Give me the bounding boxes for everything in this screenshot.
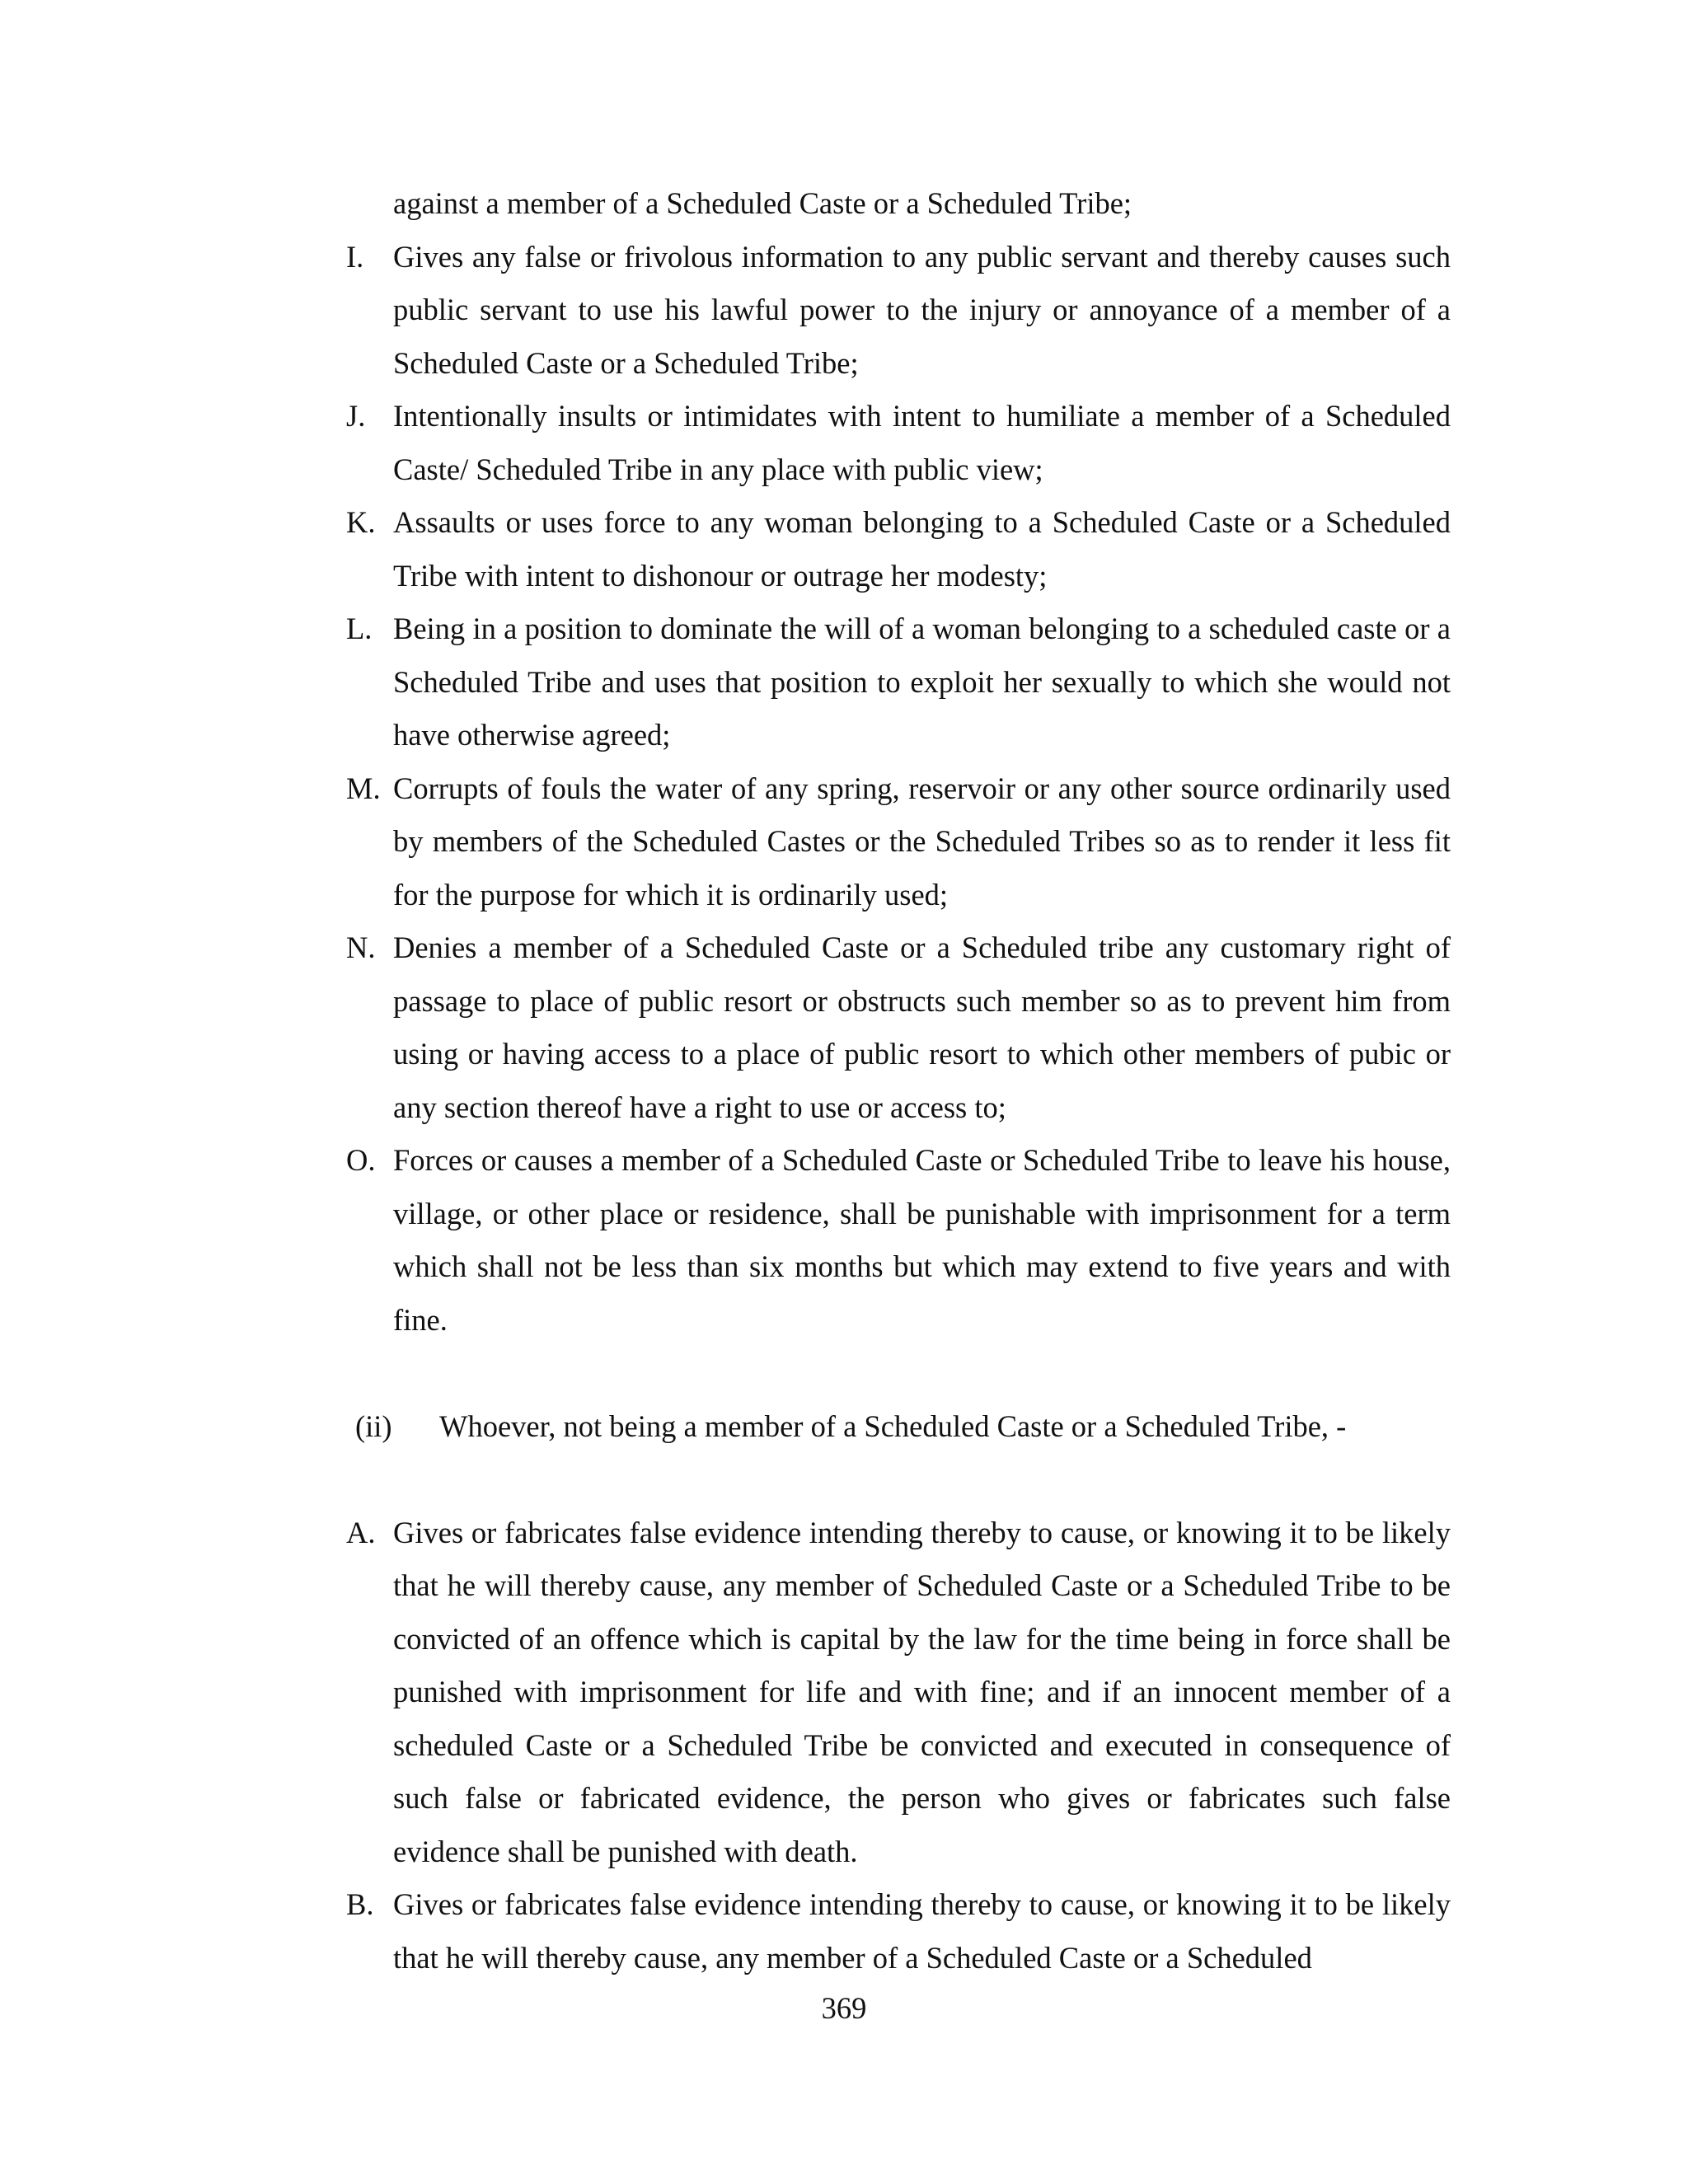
item-text: Gives any false or frivolous information to any public servant and thereby causes such public servant to use his lawful power to the injury or annoyance of a member of a Scheduled Caste or a Scheduled Tribe;: [393, 239, 1451, 380]
list-item: [346, 1507, 1451, 1879]
list-item: [346, 602, 1451, 762]
subsection-text: Whoever, not being a member of a Scheduled Caste or a Scheduled Tribe, -: [439, 1408, 1347, 1443]
list-item: [346, 231, 1451, 391]
item-text: Assaults or uses force to any woman belonging to a Scheduled Caste or a Scheduled Tribe with intent to dishonour or outrage her modesty;: [393, 505, 1451, 593]
item-text: Corrupts of fouls the water of any spring, reservoir or any other source ordinarily used by members of the Scheduled Castes or the Scheduled Tribes so as to render it less fit for the purpose for which it is ordinarily used;: [393, 771, 1451, 912]
item-text: Gives or fabricates false evidence intending thereby to cause, or knowing it to be likely that he will thereby cause, any member of Scheduled Caste or a Scheduled Tribe to be convicted of an offence which is capital by the law for the time being in force shall be punished with imprisonment for life and with fine; and if an innocent member of a scheduled Caste or a Scheduled Tribe be convicted and executed in consequence of such false or fabricated evidence, the person who gives or fabricates such false evidence shall be punished with death.: [393, 1515, 1451, 1868]
list-item: [346, 921, 1451, 1134]
item-text: Forces or causes a member of a Scheduled Caste or Scheduled Tribe to leave his house, village, or other place or residence, shall be punishable with imprisonment for a term which shall not be less than six months but which may extend to five years and with fine.: [393, 1143, 1451, 1337]
item-text: Intentionally insults or intimidates with intent to humiliate a member of a Scheduled Caste/ Scheduled Tribe in any place with public view;: [393, 399, 1451, 486]
item-text: Being in a position to dominate the will of a woman belonging to a scheduled caste or a Scheduled Tribe and uses that position to exploit her sexually to which she would not have otherwise agreed;: [393, 612, 1451, 752]
list-item: [346, 1878, 1451, 1985]
continuation-text: against a member of a Scheduled Caste or a Scheduled Tribe;: [393, 186, 1132, 220]
document-body: [346, 177, 1451, 1985]
subsection-number: (ii): [355, 1408, 392, 1443]
list-item: [346, 390, 1451, 496]
list-item: [346, 496, 1451, 602]
clause-list-part1: [346, 231, 1451, 1347]
page-number: 369: [821, 1991, 867, 2025]
item-letter: A.: [346, 1515, 376, 1549]
list-item: [346, 1134, 1451, 1347]
item-letter: O.: [346, 1143, 376, 1177]
item-text: Gives or fabricates false evidence intending thereby to cause, or knowing it to be likely that he will thereby cause, any member of a Scheduled Caste or a Scheduled: [393, 1887, 1451, 1975]
item-letter: M.: [346, 771, 381, 805]
list-item: [346, 762, 1451, 922]
item-text: Denies a member of a Scheduled Caste or a Scheduled tribe any customary right of passage to place of public resort or obstructs such member so as to prevent him from using or having access to a place of public resort to which other members of pubic or any section thereof have a right to use or access to;: [393, 930, 1451, 1124]
item-letter: K.: [346, 505, 376, 539]
item-letter: L.: [346, 612, 373, 645]
item-letter: N.: [346, 930, 376, 964]
subsection-heading: [346, 1400, 1451, 1454]
item-letter: I.: [346, 239, 364, 274]
clause-list-part2: [346, 1507, 1451, 1985]
item-letter: B.: [346, 1887, 374, 1921]
item-letter: J.: [346, 399, 366, 433]
